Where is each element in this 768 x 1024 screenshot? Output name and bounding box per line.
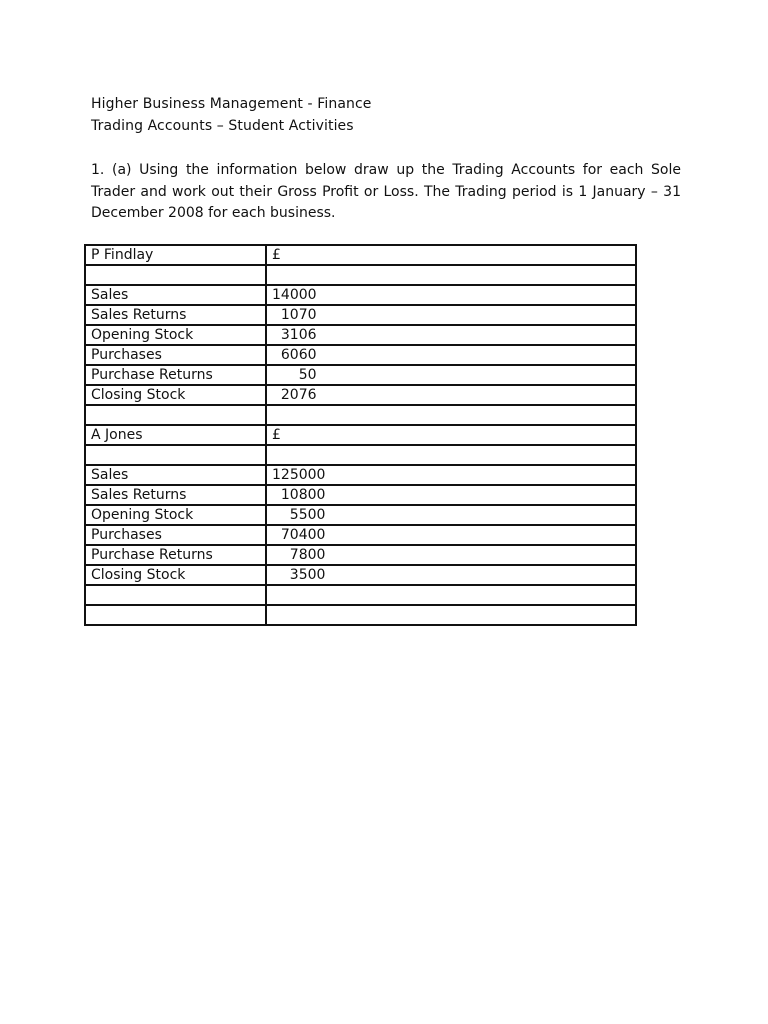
table-row [85, 305, 636, 325]
row-label-cell: Purchase Returns [85, 545, 266, 565]
table-row [85, 245, 636, 265]
row-value-cell: 3106 [266, 325, 636, 345]
course-title: Higher Business Management - Finance [91, 96, 372, 112]
row-value-cell: 6060 [266, 345, 636, 365]
row-value-cell: 7800 [266, 545, 636, 565]
question-1a [91, 160, 681, 225]
row-value-cell: 5500 [266, 505, 636, 525]
table-row [85, 445, 636, 465]
row-label-cell: Sales [85, 285, 266, 305]
row-label-cell [85, 265, 266, 285]
row-value-cell: 50 [266, 365, 636, 385]
table-row [85, 565, 636, 585]
table-row [85, 545, 636, 565]
row-value-cell: 1070 [266, 305, 636, 325]
trading-data-table [84, 244, 637, 626]
row-label-cell: Sales Returns [85, 305, 266, 325]
table-row [85, 525, 636, 545]
row-value-cell: 10800 [266, 485, 636, 505]
row-value-cell [266, 405, 636, 425]
row-label-cell: Opening Stock [85, 325, 266, 345]
row-value-cell [266, 605, 636, 625]
table-row [85, 425, 636, 445]
row-value-cell: £ [266, 425, 636, 445]
row-value-cell [266, 265, 636, 285]
row-value-cell [266, 585, 636, 605]
row-value-cell [266, 445, 636, 465]
table-row [85, 485, 636, 505]
table-row [85, 265, 636, 285]
table-row [85, 605, 636, 625]
row-label-cell [85, 405, 266, 425]
row-label-cell [85, 605, 266, 625]
table-row [85, 505, 636, 525]
row-value-cell: 2076 [266, 385, 636, 405]
table-body [85, 245, 636, 625]
row-label-cell: Closing Stock [85, 565, 266, 585]
row-value-cell: 14000 [266, 285, 636, 305]
table-row [85, 585, 636, 605]
row-value-cell: 3500 [266, 565, 636, 585]
row-label-cell [85, 445, 266, 465]
table-row [85, 365, 636, 385]
table-row [85, 465, 636, 485]
table-row [85, 385, 636, 405]
row-label-cell: Purchases [85, 525, 266, 545]
table-row [85, 405, 636, 425]
row-label-cell: Sales [85, 465, 266, 485]
row-label-cell: Sales Returns [85, 485, 266, 505]
row-value-cell: £ [266, 245, 636, 265]
question-text: 1. (a) Using the information below draw up the Trading Accounts for each Sole Trader and work out their Gross Profit or Loss. The Trading period is 1 January – 31 December 2008 for each business. [91, 162, 681, 221]
row-label-cell: Closing Stock [85, 385, 266, 405]
table-row [85, 285, 636, 305]
worksheet-title: Trading Accounts – Student Activities [91, 118, 354, 134]
row-label-cell: Opening Stock [85, 505, 266, 525]
table-row [85, 325, 636, 345]
table-row [85, 345, 636, 365]
row-label-cell: Purchase Returns [85, 365, 266, 385]
row-label-cell [85, 585, 266, 605]
row-value-cell: 70400 [266, 525, 636, 545]
row-label-cell: P Findlay [85, 245, 266, 265]
row-label-cell: A Jones [85, 425, 266, 445]
row-value-cell: 125000 [266, 465, 636, 485]
row-label-cell: Purchases [85, 345, 266, 365]
